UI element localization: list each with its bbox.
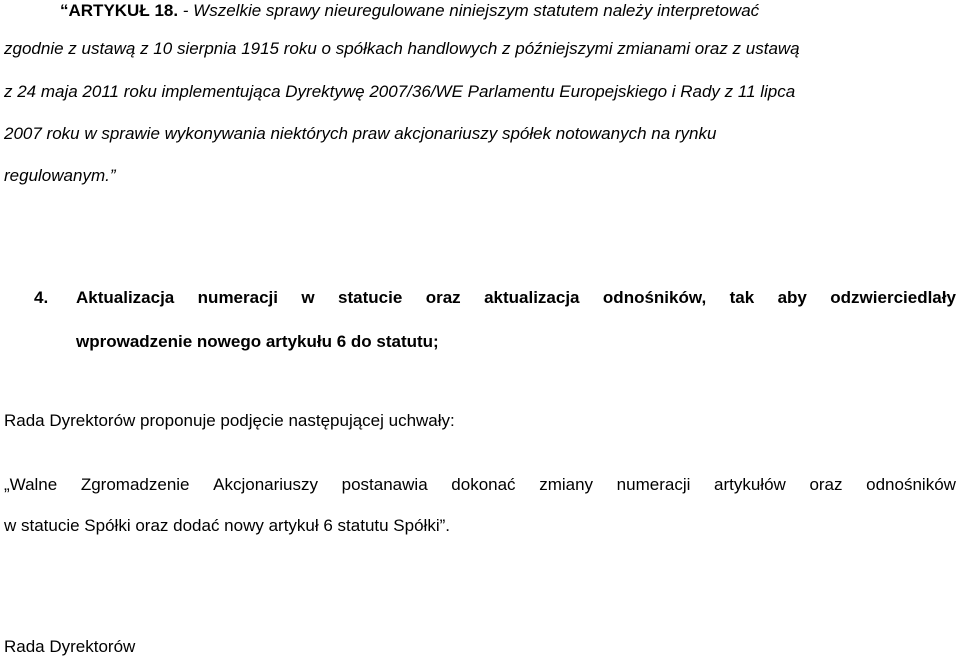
item-4-word: statucie	[338, 288, 403, 307]
item-4-word: aby	[777, 288, 807, 307]
resolution-word: Akcjonariuszy	[213, 475, 319, 494]
board-recommendation: Rada Dyrektorów proponuje podjęcie następującej uchwały:	[4, 411, 455, 430]
resolution-word: dokonać	[451, 475, 516, 494]
article-18-line-2: zgodnie z ustawą z 10 sierpnia 1915 roku o spółkach handlowych z późniejszymi zmianami oraz z ustawą	[4, 39, 800, 58]
resolution-word: postanawia	[341, 475, 428, 494]
resolution-word: odnośników	[866, 475, 956, 494]
resolution-line-2: w statucie Spółki oraz dodać nowy artykuł 6 statutu Spółki”.	[4, 516, 450, 535]
article-18-line-4: 2007 roku w sprawie wykonywania niektórych praw akcjonariuszy spółek notowanych na rynku	[4, 124, 717, 143]
resolution-word: oraz	[809, 475, 843, 494]
article-18-line-1	[60, 0, 759, 22]
resolution-word: „Walne	[4, 475, 58, 494]
resolution-word: Zgromadzenie	[80, 475, 190, 494]
item-4-line-2: wprowadzenie nowego artykułu 6 do statutu;	[76, 332, 439, 351]
item-4-number: 4.	[34, 288, 49, 307]
item-4-word: tak	[729, 288, 755, 307]
resolution-word: numeracji	[616, 475, 691, 494]
item-4-word: odzwierciedlały	[830, 288, 956, 307]
item-4-word: oraz	[425, 288, 461, 307]
item-4-word: Aktualizacja	[76, 288, 175, 307]
resolution-line-1	[4, 474, 956, 496]
resolution-word: artykułów	[714, 475, 786, 494]
signature: Rada Dyrektorów	[4, 637, 136, 656]
article-18-label: “ARTYKUŁ 18.	[60, 1, 179, 20]
item-4-word: numeracji	[197, 288, 278, 307]
item-4-word: aktualizacja	[484, 288, 580, 307]
article-18-text: - Wszelkie sprawy nieuregulowane niniejszym statutem należy interpretować	[178, 1, 760, 20]
article-18-line-5: regulowanym.”	[4, 166, 116, 185]
resolution-word: zmiany	[539, 475, 594, 494]
item-4-word: w	[301, 288, 315, 307]
article-18-line-3: z 24 maja 2011 roku implementująca Dyrektywę 2007/36/WE Parlamentu Europejskiego i Rady z 11 lipca	[4, 82, 796, 101]
item-4-word: odnośników,	[602, 288, 707, 307]
item-4-line-1	[76, 287, 956, 309]
